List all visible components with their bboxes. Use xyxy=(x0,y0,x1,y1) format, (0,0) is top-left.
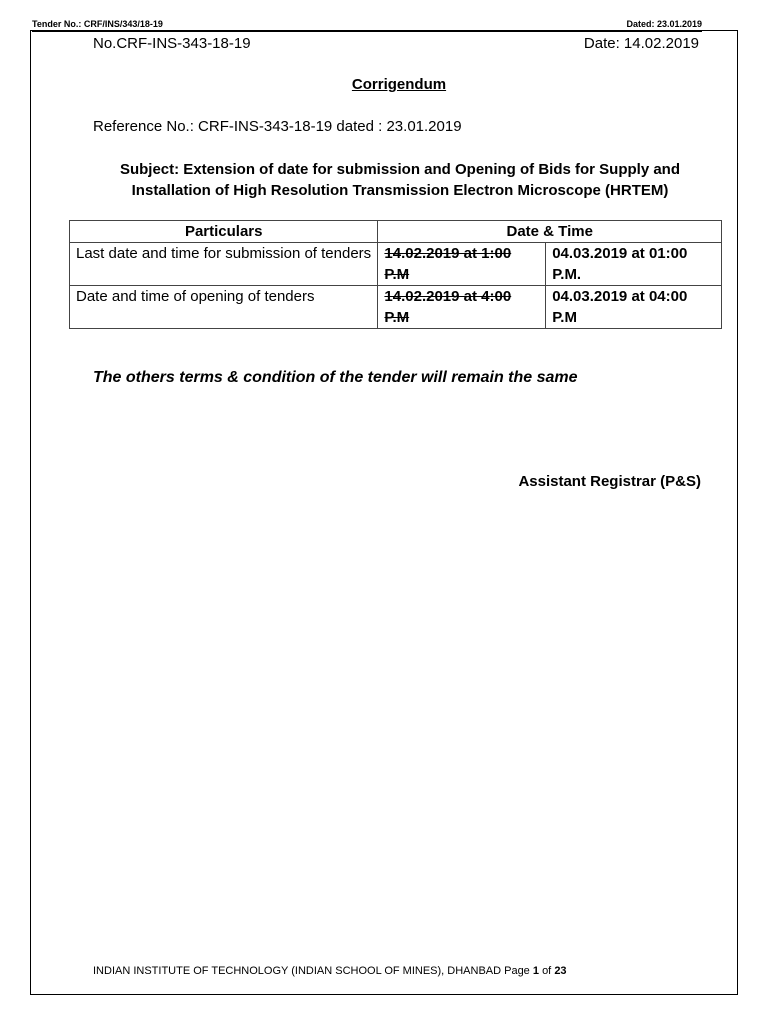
table-row xyxy=(70,286,722,329)
letter-number: No.CRF-INS-343-18-19 xyxy=(93,35,251,52)
new-date-cell: 04.03.2019 at 04:00 P.M xyxy=(546,286,722,329)
old-date-cell: 14.02.2019 at 4:00 P.M xyxy=(378,286,546,329)
dated-header: Dated: 23.01.2019 xyxy=(626,19,702,29)
dates-table xyxy=(69,220,722,329)
footer-page-number: 1 xyxy=(532,965,539,977)
footer-total-pages: 23 xyxy=(554,965,567,977)
column-header-particulars: Particulars xyxy=(70,221,378,243)
signature-title: Assistant Registrar (P&S) xyxy=(518,473,701,490)
letter-date: Date: 14.02.2019 xyxy=(583,35,699,52)
footer-of: of xyxy=(542,965,552,977)
column-header-date-time: Date & Time xyxy=(378,221,722,243)
new-date-cell: 04.03.2019 at 01:00 P.M. xyxy=(546,243,722,286)
document-title: Corrigendum xyxy=(351,76,447,93)
old-date-cell: 14.02.2019 at 1:00 P.M xyxy=(378,243,546,286)
page-footer xyxy=(93,965,567,977)
particular-cell: Last date and time for submission of tenders xyxy=(70,243,378,286)
terms-remark: The others terms & condition of the tender will remain the same xyxy=(93,369,578,386)
footer-institute: INDIAN INSTITUTE OF TECHNOLOGY (INDIAN SCHOOL OF MINES), DHANBAD Page xyxy=(93,965,530,977)
table-header-row xyxy=(70,221,722,243)
particular-cell: Date and time of opening of tenders xyxy=(70,286,378,329)
tender-number-header: Tender No.: CRF/INS/343/18-19 xyxy=(32,19,163,29)
reference-line: Reference No.: CRF-INS-343-18-19 dated : 23.01.2019 xyxy=(93,118,462,135)
subject-line: Subject: Extension of date for submission and Opening of Bids for Supply and Installation of High Resolution Transmission Electron Microscope (HRTEM) xyxy=(119,161,681,199)
table-row xyxy=(70,243,722,286)
